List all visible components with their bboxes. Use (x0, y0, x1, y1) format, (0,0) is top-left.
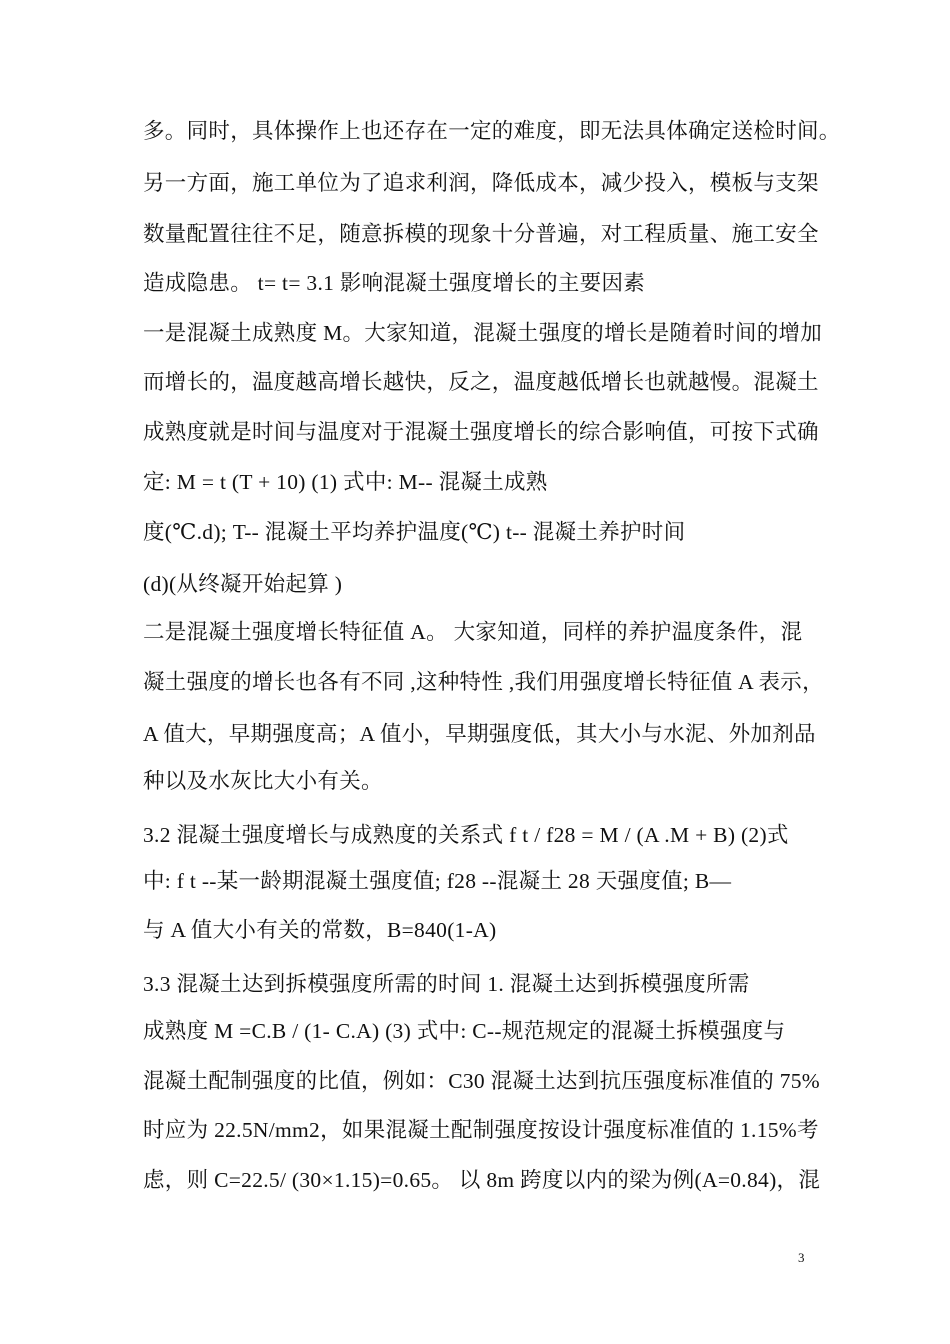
text-line: 定: M = t (T + 10) (1) 式中: M-- 混凝土成熟 (143, 470, 548, 494)
page-number: 3 (798, 1250, 805, 1265)
text-line: 而增长的，温度越高增长越快，反之，温度越低增长也就越慢。混凝土 (143, 370, 819, 394)
text-line: 3.3 混凝土达到拆模强度所需的时间 1. 混凝土达到拆模强度所需 (143, 972, 750, 996)
text-line: 混凝土配制强度的比值，例如：C30 混凝土达到抗压强度标准值的 75% (143, 1069, 821, 1093)
text-line: A 值大，早期强度高；A 值小，早期强度低，其大小与水泥、外加剂品 (143, 722, 816, 746)
text-line: 中: f t --某一龄期混凝土强度值; f28 --混凝土 28 天强度值; B— (143, 869, 732, 893)
text-line: 一是混凝土成熟度 M。大家知道，混凝土强度的增长是随着时间的增加 (143, 321, 823, 345)
text-line: 虑，则 C=22.5/ (30×1.15)=0.65。 以 8m 跨度以内的梁为例(A=0.84)，混 (143, 1168, 821, 1192)
text-line: 3.2 混凝土强度增长与成熟度的关系式 f t / f28 = M / (A .M + B) (2)式 (143, 823, 789, 847)
text-line: 多。同时，具体操作上也还存在一定的难度，即无法具体确定送检时间。 (143, 119, 841, 143)
text-line: 与 A 值大小有关的常数，B=840(1-A) (143, 918, 497, 942)
text-line: 造成隐患。 t= t= 3.1 影响混凝土强度增长的主要因素 (143, 271, 646, 295)
text-line: 成熟度就是时间与温度对于混凝土强度增长的综合影响值，可按下式确 (143, 420, 819, 444)
text-line: (d)(从终凝开始起算 ) (143, 572, 343, 596)
text-line: 数量配置往往不足，随意拆模的现象十分普遍，对工程质量、施工安全 (143, 222, 819, 246)
text-line: 另一方面，施工单位为了追求利润，降低成本，减少投入，模板与支架 (143, 171, 819, 195)
text-line: 二是混凝土强度增长特征值 A。 大家知道，同样的养护温度条件，混 (143, 620, 803, 644)
text-line: 时应为 22.5N/mm2，如果混凝土配制强度按设计强度标准值的 1.15%考 (143, 1118, 819, 1142)
text-line: 度(℃.d); T-- 混凝土平均养护温度(℃) t-- 混凝土养护时间 (143, 520, 686, 544)
text-line: 种以及水灰比大小有关。 (143, 769, 383, 793)
text-line: 成熟度 M =C.B / (1- C.A) (3) 式中: C--规范规定的混凝土拆模强度与 (143, 1019, 786, 1043)
text-line: 凝土强度的增长也各有不同 ,这种特性 ,我们用强度增长特征值 A 表示， (143, 670, 824, 694)
